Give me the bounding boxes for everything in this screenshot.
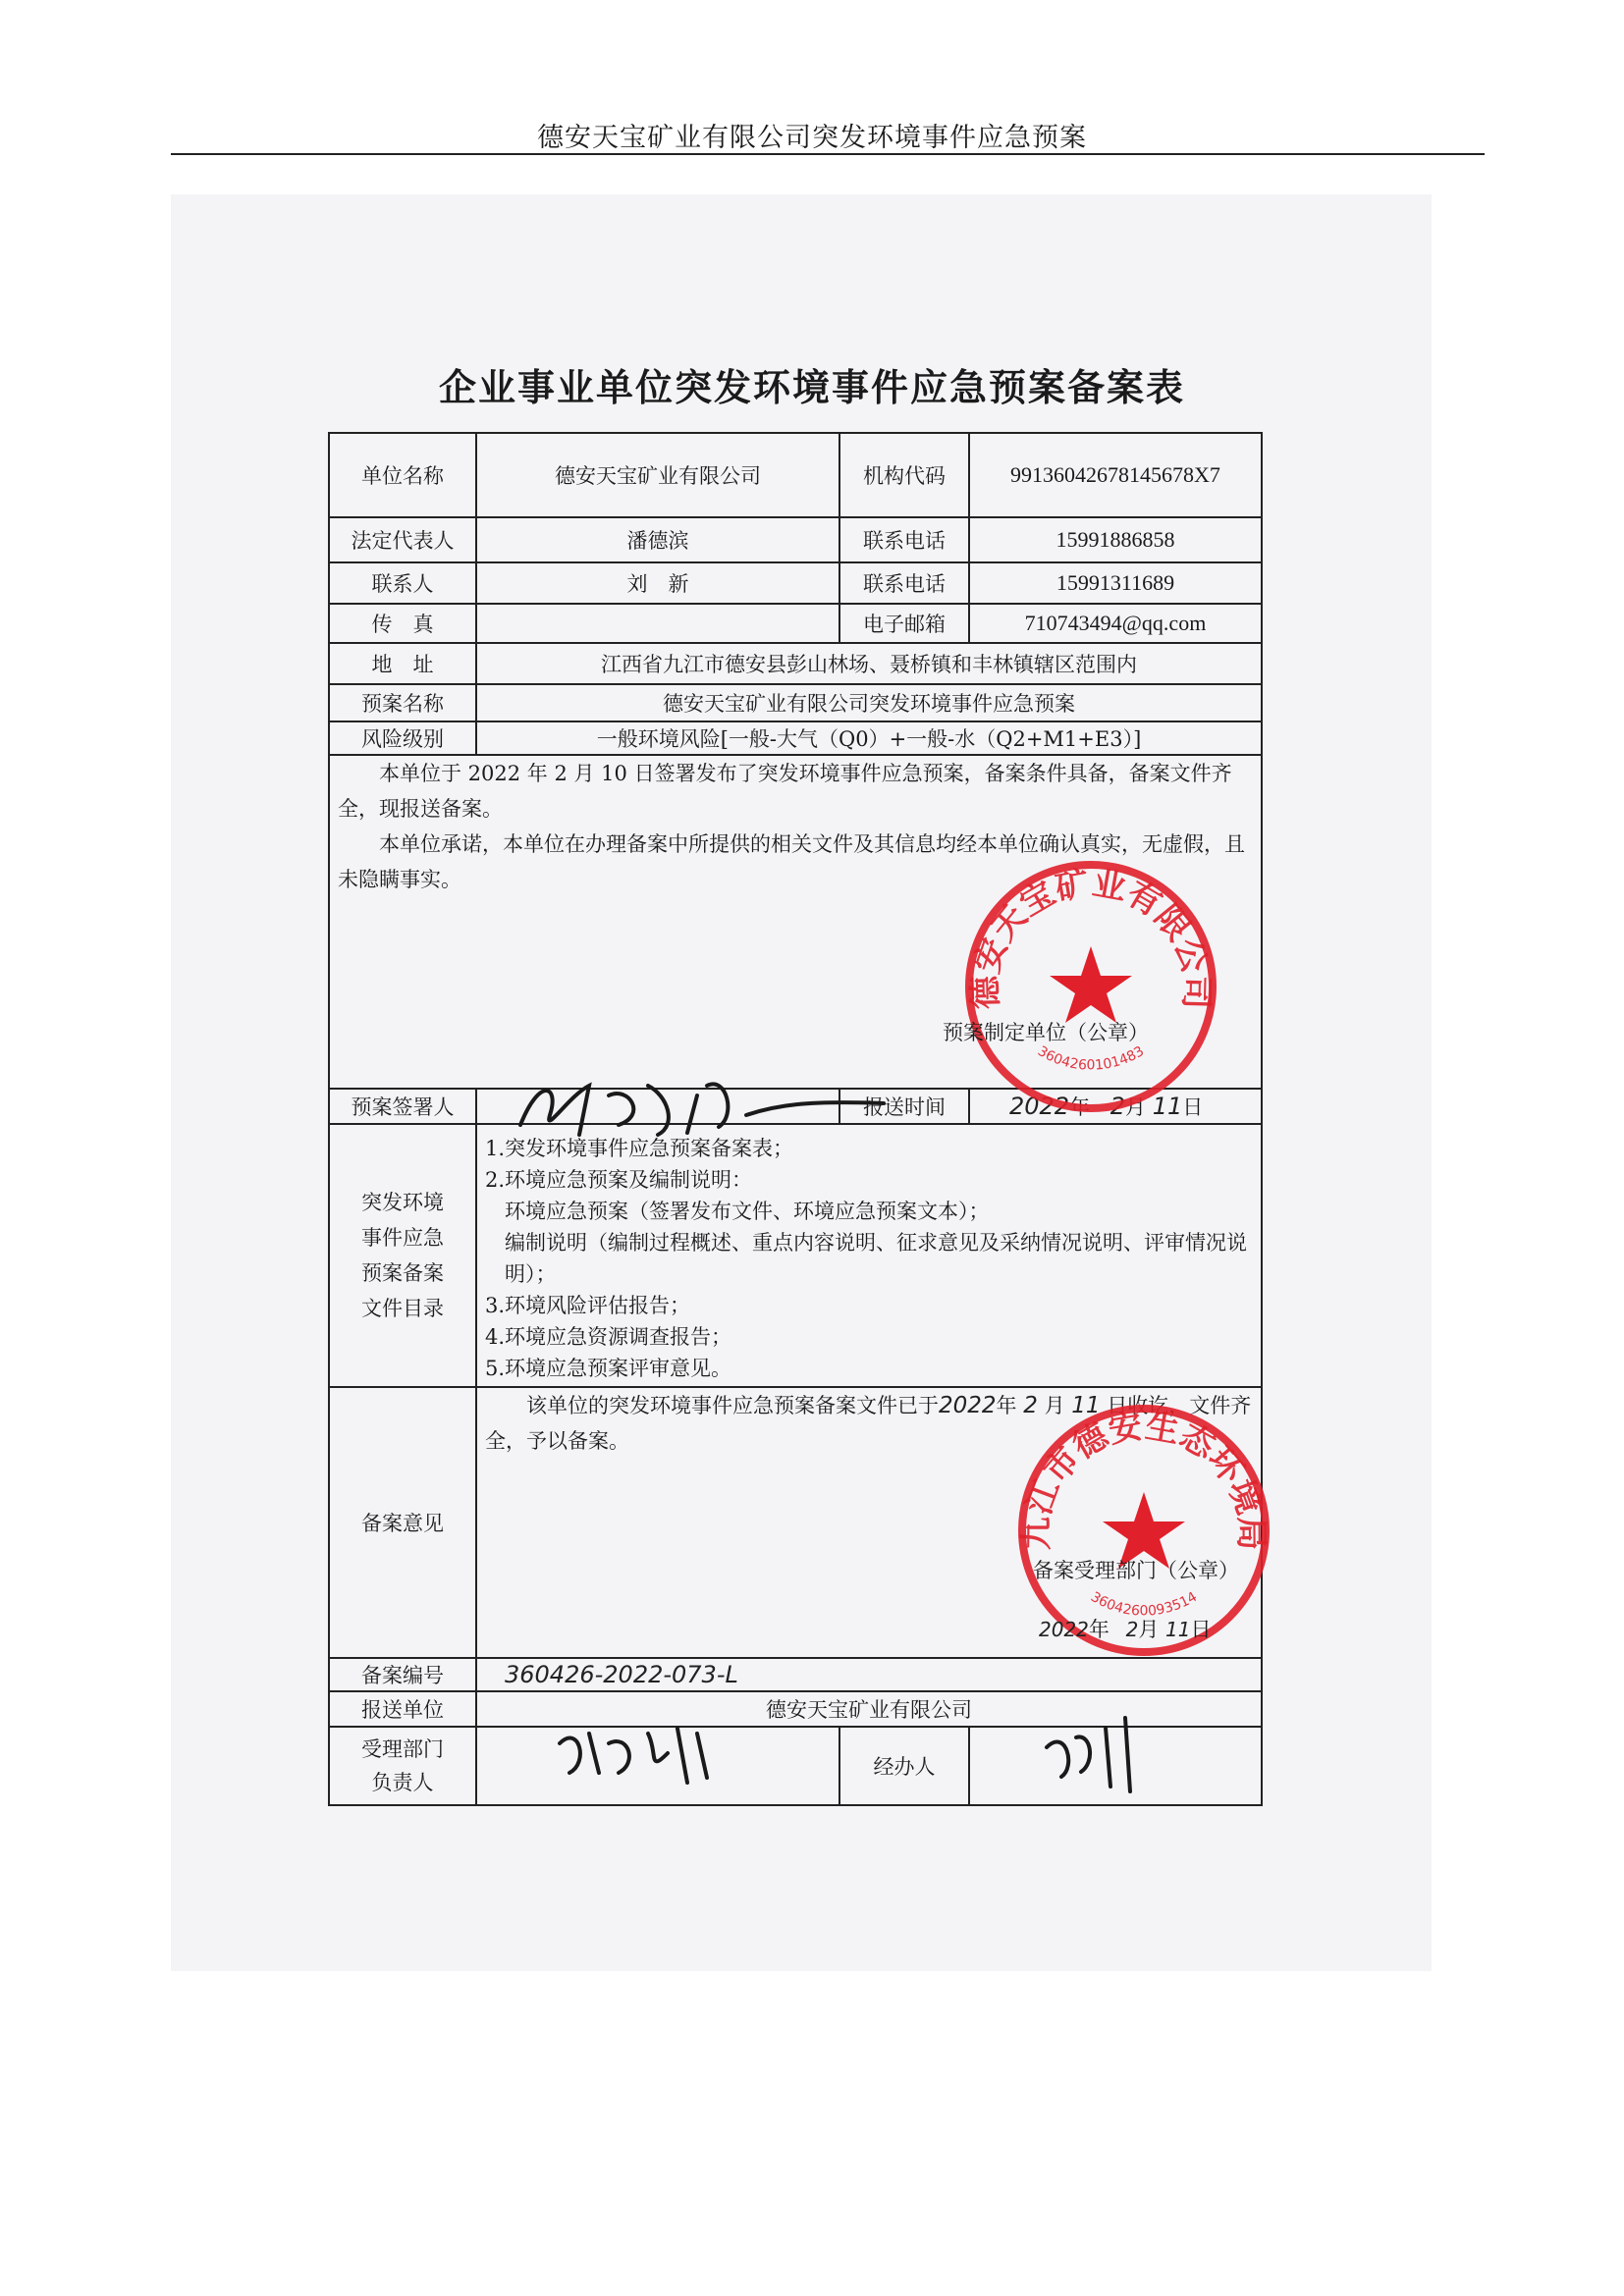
- bureau-date-year-unit: 年: [1088, 1618, 1110, 1641]
- contact: 刘 新: [476, 562, 839, 604]
- bureau-date-month: 2: [1125, 1618, 1139, 1641]
- submit-month-unit: 月: [1125, 1095, 1147, 1119]
- row-contact: [329, 562, 1262, 604]
- row-file-list: [329, 1124, 1262, 1387]
- bureau-date-day-unit: 日: [1190, 1618, 1212, 1641]
- row-plan-name: [329, 684, 1262, 721]
- plan-name-label: 预案名称: [329, 684, 476, 721]
- phone-label-1: 联系电话: [839, 517, 969, 562]
- record-no-cell: [476, 1658, 1262, 1691]
- header-rule: [171, 153, 1485, 155]
- statement-p1: 本单位于 2022 年 2 月 10 日签署发布了突发环境事件应急预案，备案条件具备，备案文件齐全，现报送备案。: [338, 762, 1232, 821]
- record-no-label: 备案编号: [329, 1658, 476, 1691]
- file-item: 4.环境应急资源调查报告；: [485, 1325, 732, 1349]
- bureau-date-day: 11: [1165, 1618, 1191, 1641]
- phone-2: 15991311689: [969, 562, 1262, 604]
- phone-label-2: 联系电话: [839, 562, 969, 604]
- risk-label: 风险级别: [329, 721, 476, 755]
- unit-name: 德安天宝矿业有限公司: [476, 433, 839, 517]
- company-seal-text: 德安天宝矿业有限公司: [965, 864, 1217, 1010]
- files-label-text: 突发环境事件应急预案备案文件目录: [361, 1191, 444, 1320]
- row-unit-name: [329, 433, 1262, 517]
- company-seal: [960, 856, 1221, 1117]
- opinion-month-unit: 月: [1044, 1394, 1065, 1417]
- phone-1: 15991886858: [969, 517, 1262, 562]
- bureau-date-month-unit: 月: [1138, 1618, 1160, 1641]
- plan-name: 德安天宝矿业有限公司突发环境事件应急预案: [476, 684, 1262, 721]
- org-code-label: 机构代码: [839, 433, 969, 517]
- email-label: 电子邮箱: [839, 604, 969, 643]
- submit-unit: 德安天宝矿业有限公司: [476, 1691, 1262, 1727]
- file-item: 2.环境应急预案及编制说明：: [485, 1168, 753, 1192]
- dept-head-label: [329, 1727, 476, 1805]
- row-risk-level: [329, 721, 1262, 755]
- form-title: 企业事业单位突发环境事件应急预案备案表: [438, 366, 1185, 409]
- page-header: 德安天宝矿业有限公司突发环境事件应急预案: [537, 123, 1087, 153]
- bureau-seal-code: 3604260093514: [1087, 1588, 1201, 1620]
- row-legal-rep: [329, 517, 1262, 562]
- company-seal-caption: 预案制定单位（公章）: [943, 1021, 1149, 1044]
- address-label: 地 址: [329, 643, 476, 684]
- opinion-hand-day: 11: [1071, 1393, 1101, 1418]
- submit-time-label: 报送时间: [839, 1089, 969, 1124]
- dept-head-label-1: 受理部门: [361, 1737, 444, 1761]
- bureau-date: [1039, 1614, 1211, 1643]
- signer-signature: [501, 1056, 893, 1154]
- signer-label: 预案签署人: [329, 1089, 476, 1124]
- opinion-label: 备案意见: [329, 1387, 476, 1658]
- bureau-date-year: 2022: [1039, 1618, 1089, 1641]
- star-icon: [1050, 946, 1132, 1023]
- submit-year-hand: 2022: [1009, 1093, 1070, 1120]
- company-seal-code: 3604260101483: [1034, 1042, 1148, 1074]
- address: 江西省九江市德安县彭山林场、聂桥镇和丰林镇辖区范围内: [476, 643, 1262, 684]
- submit-unit-label: 报送单位: [329, 1691, 476, 1727]
- statement-p2: 本单位承诺，本单位在办理备案中所提供的相关文件及其信息均经本单位确认真实，无虚假，且未隐瞒事实。: [338, 832, 1245, 891]
- row-address: [329, 643, 1262, 684]
- submit-year-unit: 年: [1069, 1095, 1091, 1119]
- org-code: 99136042678145678X7: [969, 433, 1262, 517]
- legal-rep: 潘德滨: [476, 517, 839, 562]
- record-no: 360426-2022-073-L: [505, 1661, 738, 1688]
- unit-name-label: 单位名称: [329, 433, 476, 517]
- dept-head-signature: [550, 1714, 727, 1792]
- contact-label: 联系人: [329, 562, 476, 604]
- dept-head-label-2: 负责人: [371, 1771, 434, 1794]
- file-list: [476, 1124, 1262, 1387]
- file-item: 3.环境风险评估报告；: [485, 1294, 691, 1317]
- opinion-hand-month: 2: [1023, 1393, 1038, 1418]
- opinion-hand-year: 2022: [939, 1393, 997, 1418]
- fax: [476, 604, 839, 643]
- row-fax: [329, 604, 1262, 643]
- fax-label: 传 真: [329, 604, 476, 643]
- submit-day-unit: 日: [1182, 1095, 1204, 1119]
- file-item: 1.突发环境事件应急预案备案表；: [485, 1137, 794, 1160]
- bureau-seal-caption: 备案受理部门（公章）: [1033, 1559, 1239, 1582]
- file-item: 5.环境应急预案评审意见。: [485, 1357, 732, 1380]
- bureau-seal-text: 九江市德安生态环境局: [1016, 1407, 1272, 1551]
- handler-label: 经办人: [839, 1727, 969, 1805]
- file-item: 环境应急预案（签署发布文件、环境应急预案文本）；: [505, 1200, 990, 1223]
- submit-day-hand: 11: [1152, 1093, 1183, 1120]
- submit-month-hand: 2: [1110, 1093, 1126, 1120]
- email: 710743494@qq.com: [969, 604, 1262, 643]
- opinion-prefix: 该单位的突发环境事件应急预案备案文件已于: [526, 1394, 939, 1417]
- opinion-suffix: 日收讫，文件齐全，予以备案。: [485, 1394, 1252, 1453]
- files-label: [329, 1124, 476, 1387]
- file-item: 编制说明（编制过程概述、重点内容说明、征求意见及采纳情况说明、评审情况说明）；: [505, 1231, 1247, 1286]
- svg-text:3604260101483: [1035, 1043, 1147, 1074]
- handler-signature: [1037, 1708, 1155, 1796]
- row-record-no: [329, 1658, 1262, 1691]
- opinion-year-unit: 年: [996, 1394, 1017, 1417]
- risk-level: 一般环境风险[一般-大气（Q0）+一般-水（Q2+M1+E3）]: [476, 721, 1262, 755]
- legal-rep-label: 法定代表人: [329, 517, 476, 562]
